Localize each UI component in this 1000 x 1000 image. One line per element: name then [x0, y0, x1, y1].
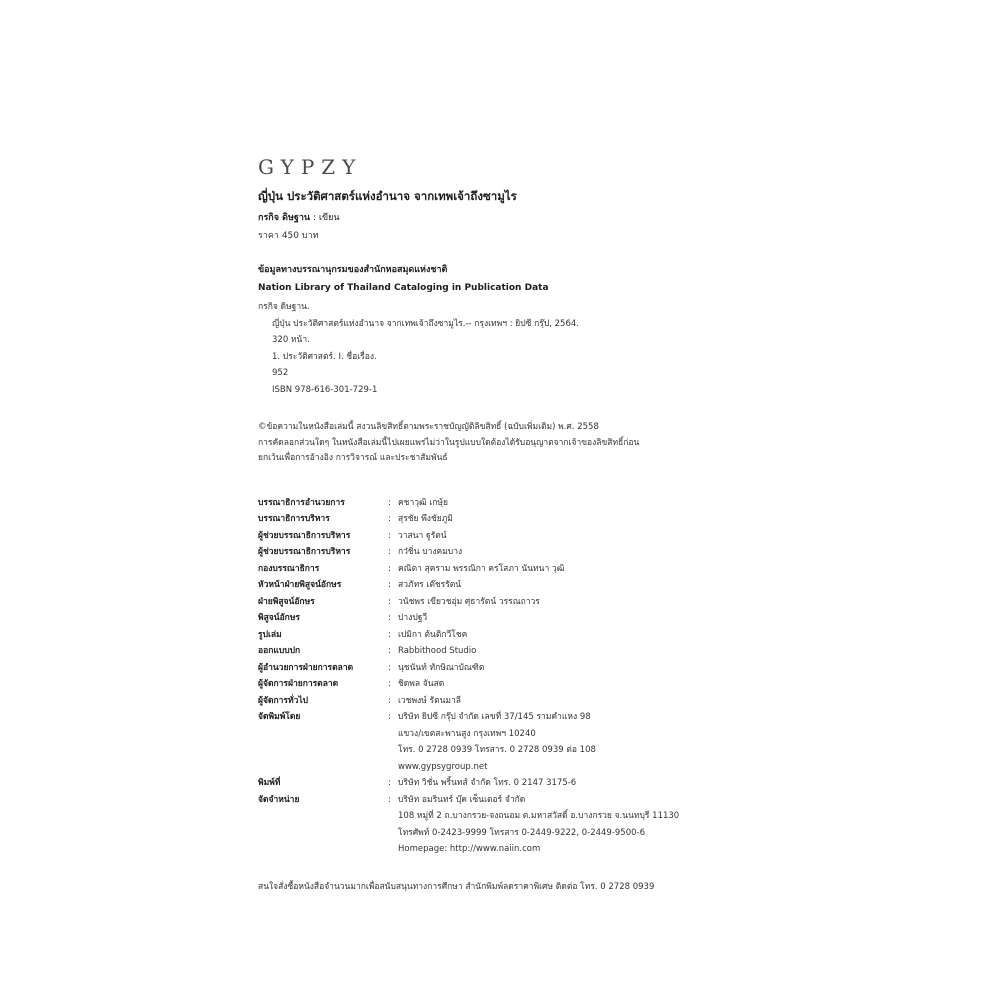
credit-label: ผู้จัดการฝ่ายการตลาด — [258, 679, 339, 689]
credit-value: วาสนา ฐูรัตน์ — [398, 530, 447, 541]
credit-label: รูปเล่ม — [258, 629, 282, 640]
copyright-line: ยกเว้นเพื่อการอ้างอิง การวิจารณ์ และประชาสัมพันธ์ — [258, 453, 448, 463]
cip-subject: 1. ประวัติศาสตร์. I. ชื่อเรื่อง. — [272, 351, 377, 362]
cip-pages: 320 หน้า. — [272, 335, 310, 345]
printer-row: พิมพ์ที่ : บริษัท วิชั่น พริ้นทส์ จำกัด โทร. 0 2147 3175-6 — [258, 775, 778, 792]
credit-value: คชาวุฒิ เกษุ้ย — [398, 497, 449, 508]
credit-label: หัวหน้าฝ่ายพิสูจน์อักษร — [258, 580, 342, 590]
credit-row: หัวหน้าฝ่ายพิสูจน์อักษร : สวภัทร เต๊ชรรัตน์ — [258, 577, 778, 594]
credit-label: บรรณาธิการบริหาร — [258, 514, 330, 524]
author-name: กรกิจ ดิษฐาน — [258, 213, 311, 223]
publisher-logo: GYPZY — [258, 155, 363, 179]
credit-value: วนัชพร เขียวชอุ่ม ศุธารัตน์ วรรณถาวร — [398, 596, 540, 607]
credit-value: กว๋ชิ่น บางคมบาง — [398, 547, 463, 557]
credit-row: รูปเล่ม : เปมิกา ต้นติกวีโชค — [258, 627, 778, 644]
credit-row: ผู้ช่วยบรรณาธิการบริหาร : วาสนา ฐูรัตน์ — [258, 528, 778, 545]
cip-title: ญี่ปุ่น ประวัติศาสตร์แห่งอำนาจ จากเทพเจ้าถึงซามูไร.-- กรุงเทพฯ : ยิปซี กรุ๊ป, 2564. — [272, 318, 579, 329]
author-role: : เขียน — [312, 213, 340, 223]
credit-row: พิสูจน์อักษร : ปางปฐวี — [258, 610, 778, 627]
credit-value: สวภัทร เต๊ชรรัตน์ — [398, 580, 462, 590]
credit-row: ออกแบบปก : Rabbithood Studio — [258, 643, 778, 660]
credit-value: เปมิกา ต้นติกวีโชค — [398, 629, 468, 640]
publisher-row: จัดพิมพ์โดย : บริษัท ยิปซี กรุ๊ป จำกัด เลขที่ 37/145 รามคำแหง 98 — [258, 709, 778, 726]
credit-row: บรรณาธิการบริหาร : สุรชัย พึงชัยภูมิ — [258, 511, 778, 528]
cip-author: กรกิจ ดิษฐาน. — [258, 302, 310, 312]
bulk-order-note: สนใจสั่งซื้อหนังสือจำนวนมากเพื่อสนับสนุนทางการศึกษา สำนักพิมพ์ลดราคาพิเศษ ติดต่อ โทร. 0 2728 0939 — [258, 881, 655, 892]
credit-label: ออกแบบปก — [258, 646, 301, 656]
credit-value: ปางปฐวี — [398, 613, 428, 623]
copyright-line: ©ข้อความในหนังสือเล่มนี้ สงวนลิขสิทธิ์ตามพระราชบัญญัติลิขสิทธิ์ (ฉบับเพิ่มเติม) พ.ศ. 2558 — [258, 422, 599, 432]
cip-class-number: 952 — [272, 368, 289, 378]
author-line — [258, 211, 778, 225]
publisher-name: บริษัท ยิปซี กรุ๊ป จำกัด เลขที่ 37/145 รามคำแหง 98 — [398, 712, 591, 722]
credit-label: บรรณาธิการอำนวยการ — [258, 497, 345, 508]
credit-label: กองบรรณาธิการ — [258, 563, 320, 574]
publisher-label: จัดพิมพ์โดย — [258, 712, 301, 722]
credit-label: ผู้จัดการทั่วไป — [258, 695, 309, 706]
credit-label: ผู้ช่วยบรรณาธิการบริหาร — [258, 547, 351, 557]
publisher-website: www.gypsygroup.net — [398, 761, 488, 772]
distributor-phone: โทรศัพท์ 0-2423-9999 โทรสาร 0-2449-9222, 0-2449-9500-6 — [398, 827, 645, 838]
printer-name: บริษัท วิชั่น พริ้นทส์ จำกัด โทร. 0 2147 3175-6 — [398, 778, 577, 788]
credit-row: บรรณาธิการอำนวยการ : คชาวุฒิ เกษุ้ย — [258, 495, 778, 512]
credit-value: Rabbithood Studio — [398, 646, 477, 656]
credits-list — [258, 495, 778, 858]
publisher-address: แขวง/เขตสะพานสูง กรุงเทพฯ 10240 — [398, 728, 536, 739]
credit-value: ชิดพล จันสด — [398, 679, 445, 689]
cip-isbn: ISBN 978-616-301-729-1 — [272, 384, 378, 395]
credit-row: ผู้จัดการทั่วไป : เวชพงษ์ รัตนมาลี — [258, 693, 778, 710]
credit-value: สุรชัย พึงชัยภูมิ — [398, 514, 453, 524]
cip-block — [258, 263, 778, 398]
copyright-line: การคัดลอกส่วนใดๆ ในหนังสือเล่มนี้ไปเผยแพร่ไม่ว่าในรูปแบบใดต้องได้รับอนุญาตจากเจ้าของลิขสิทธิ์ก่อน — [258, 437, 640, 448]
book-title: ญี่ปุ่น ประวัติศาสตร์แห่งอำนาจ จากเทพเจ้าถึงซามูไร — [258, 189, 517, 203]
price: ราคา 450 บาท — [258, 231, 319, 241]
credit-row: ฝ่ายพิสูจน์อักษร : วนัชพร เขียวชอุ่ม ศุธารัตน์ วรรณถาวร — [258, 594, 778, 611]
credit-label: ผู้ช่วยบรรณาธิการบริหาร — [258, 530, 351, 541]
distributor-homepage: Homepage: http://www.naiin.com — [398, 844, 541, 854]
credit-label: ผู้อำนวยการฝ่ายการตลาด — [258, 662, 354, 673]
printer-label: พิมพ์ที่ — [258, 778, 281, 788]
credit-row: ผู้อำนวยการฝ่ายการตลาด : นุชนันท์ ทักษิณาบัณฑิต — [258, 660, 778, 677]
publisher-phone: โทร. 0 2728 0939 โทรสาร. 0 2728 0939 ต่อ 108 — [398, 745, 596, 755]
distributor-row: จัดจำหน่าย : บริษัท อมรินทร์ บุ๊ค เซ็นเตอร์ จำกัด — [258, 792, 778, 809]
copyright-page — [258, 150, 778, 895]
credit-row: กองบรรณาธิการ : คณิตา สุคราม พรรณิกา ครโสภา นันทนา วุฒิ — [258, 561, 778, 578]
credit-value: คณิตา สุคราม พรรณิกา ครโสภา นันทนา วุฒิ — [398, 563, 565, 574]
distributor-label: จัดจำหน่าย — [258, 794, 300, 805]
copyright-notice — [258, 420, 778, 467]
credit-row: ผู้ช่วยบรรณาธิการบริหาร : กว๋ชิ่น บางคมบาง — [258, 544, 778, 561]
credit-value: เวชพงษ์ รัตนมาลี — [398, 695, 461, 706]
distributor-name: บริษัท อมรินทร์ บุ๊ค เซ็นเตอร์ จำกัด — [398, 794, 526, 805]
credit-row: ผู้จัดการฝ่ายการตลาด : ชิดพล จันสด — [258, 676, 778, 693]
credit-value: นุชนันท์ ทักษิณาบัณฑิต — [398, 662, 485, 673]
distributor-address: 108 หมู่ที่ 2 ถ.บางกรวย-จงถนอม ต.มหาสวัสดิ์ อ.บางกรวย จ.นนทบุรี 11130 — [398, 811, 680, 821]
credit-label: พิสูจน์อักษร — [258, 613, 301, 623]
credit-label: ฝ่ายพิสูจน์อักษร — [258, 596, 315, 607]
cip-heading-en: Nation Library of Thailand Cataloging in Publication Data — [258, 283, 549, 293]
cip-heading-th: ข้อมูลทางบรรณานุกรมของสำนักหอสมุดแห่งชาติ — [258, 265, 448, 275]
